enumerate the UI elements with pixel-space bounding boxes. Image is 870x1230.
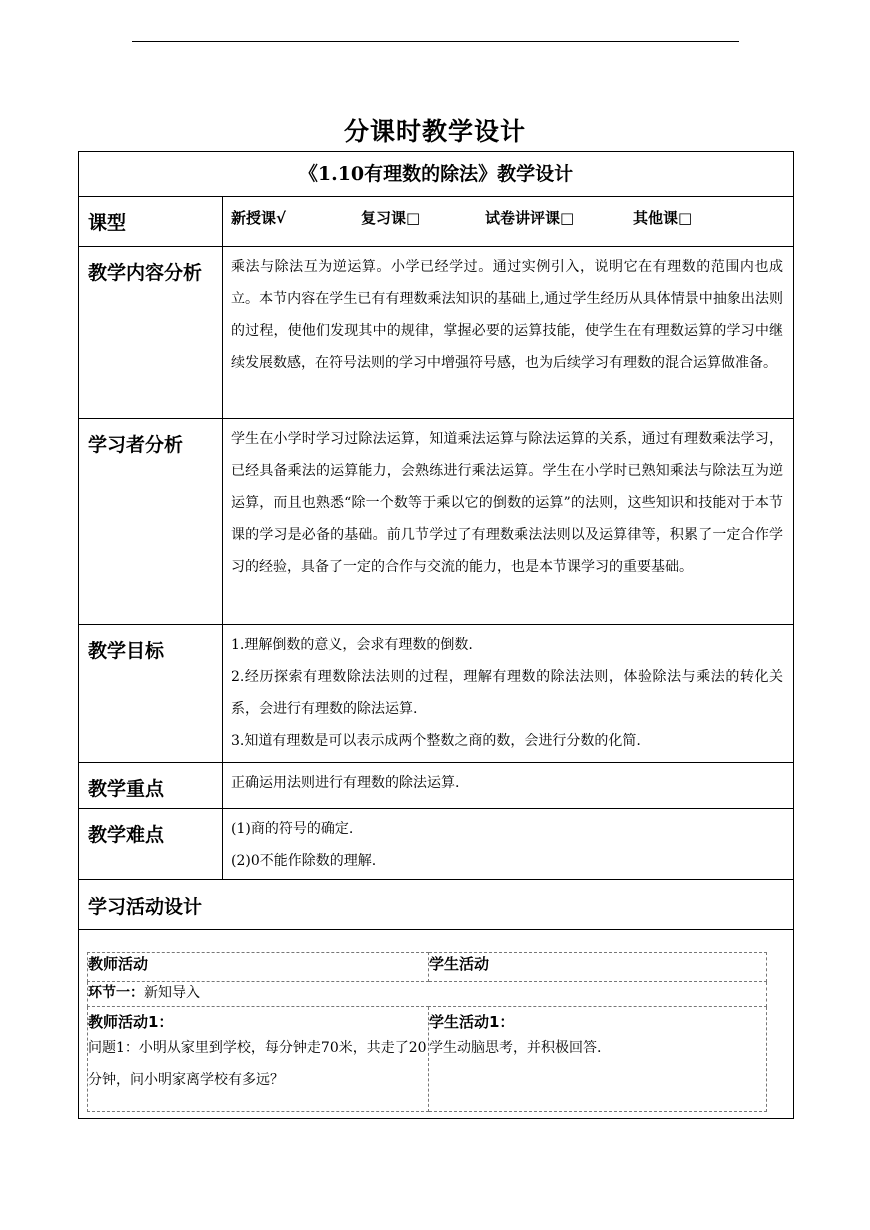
goal-item: 1.理解倒数的意义，会求有理数的倒数. <box>231 637 473 653</box>
teacher-activity-title: 教师活动1： <box>88 1013 174 1031</box>
teacher-activity-cell <box>88 1007 429 1112</box>
teacher-activity-text: 问题1：小明从家里到学校，每分钟走70米，共走了20分钟，问小明家离学校有多远？ <box>88 1040 427 1088</box>
segment-label: 环节一： <box>88 985 144 1001</box>
goal-item: 2.经历探索有理数除法法则的过程，理解有理数的除法法则，体验除法与乘法的转化关系，会进行有理数的除法运算. <box>231 669 783 717</box>
option-review-lesson: 复习课□ <box>361 209 421 227</box>
activity-table-wrap <box>79 930 793 1118</box>
segment-row <box>88 982 767 1007</box>
student-activity-header: 学生活动 <box>429 953 767 982</box>
difficulty-item: (1)商的符号的确定. <box>231 821 354 837</box>
lesson-design-table <box>78 151 794 1119</box>
segment-name: 新知导入 <box>144 985 200 1001</box>
lesson-title: 《1.10有理数的除法》教学设计 <box>79 152 794 197</box>
activity-design-label: 学习活动设计 <box>79 880 794 930</box>
option-other-lesson: 其他课□ <box>633 209 693 227</box>
content-analysis-text: 乘法与除法互为逆运算。小学已经学过。通过实例引入，说明它在有理数的范围内也成立。本节内容在学生已有有理数乘法知识的基础上,通过学生经历从具体情景中抽象出法则的过程，使他们发现其中的规律，掌握必要的运算技能，使学生在有理数运算的学习中继续发展数感，在符号法则的学习中增强符号感，也为后续学习有理数的混合运算做准备。 <box>223 247 794 419</box>
teaching-goals-label: 教学目标 <box>79 625 223 763</box>
learner-analysis-label: 学习者分析 <box>79 419 223 625</box>
lesson-type-label: 课型 <box>79 197 223 247</box>
difficulties-label: 教学难点 <box>79 809 223 880</box>
goal-item: 3.知道有理数是可以表示成两个整数之商的数，会进行分数的化简. <box>231 733 641 749</box>
learner-analysis-row <box>79 419 794 625</box>
teaching-goals-row <box>79 625 794 763</box>
teaching-goals-list <box>223 625 794 763</box>
difficulties-list <box>223 809 794 880</box>
activity-table <box>87 952 767 1112</box>
document-title: 分课时教学设计 <box>343 117 526 146</box>
lesson-title-row <box>79 152 794 197</box>
student-activity-text: 学生动脑思考，并积极回答. <box>429 1040 602 1056</box>
header-rule <box>132 41 739 42</box>
learner-analysis-text: 学生在小学时学习过除法运算，知道乘法运算与除法运算的关系，通过有理数乘法学习，已经具备乘法的运算能力，会熟练进行乘法运算。学生在小学时已熟知乘法与除法互为逆运算，而且也熟悉“除一个数等于乘以它的倒数的运算”的法则，这些知识和技能对于本节课的学习是必备的基础。前几节学过了有理数乘法法则以及运算律等，积累了一定合作学习的经验，具备了一定的合作与交流的能力，也是本节课学习的重要基础。 <box>223 419 794 625</box>
activity-table-row <box>79 930 794 1119</box>
difficulty-item: (2)0不能作除数的理解. <box>231 853 377 869</box>
difficulties-row <box>79 809 794 880</box>
lesson-type-options <box>223 197 794 247</box>
student-activity-title: 学生活动1： <box>429 1013 515 1031</box>
activity-design-row <box>79 880 794 930</box>
lesson-type-row <box>79 197 794 247</box>
student-activity-cell <box>429 1007 767 1112</box>
key-points-text: 正确运用法则进行有理数的除法运算. <box>223 763 794 809</box>
key-points-label: 教学重点 <box>79 763 223 809</box>
key-points-row <box>79 763 794 809</box>
activity-table-cell <box>79 930 794 1119</box>
option-exam-review-lesson: 试卷讲评课□ <box>485 209 575 227</box>
content-analysis-row <box>79 247 794 419</box>
option-new-lesson: 新授课√ <box>231 209 287 227</box>
content-analysis-label: 教学内容分析 <box>79 247 223 419</box>
teacher-activity-header: 教师活动 <box>88 953 429 982</box>
